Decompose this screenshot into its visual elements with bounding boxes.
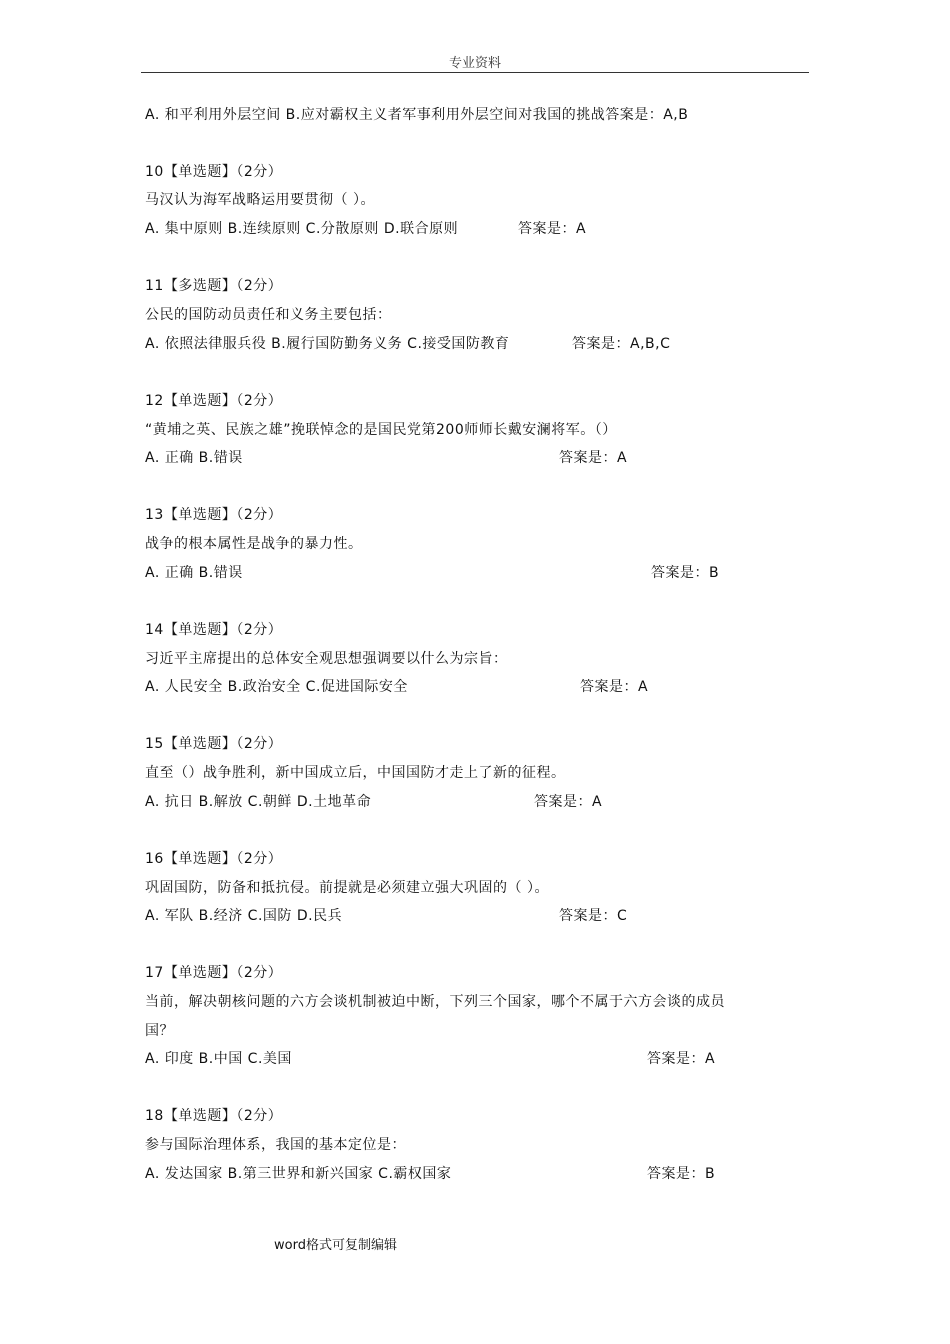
header-divider [141, 72, 809, 73]
q15-question: 直至（）战争胜利，新中国成立后，中国国防才走上了新的征程。 [145, 765, 566, 781]
q14-options: A. 人民安全 B.政治安全 C.促进国际安全 [145, 679, 408, 695]
q18-options: A. 发达国家 B.第三世界和新兴国家 C.霸权国家 [145, 1166, 452, 1182]
q11-question: 公民的国防动员责任和义务主要包括： [145, 307, 392, 323]
q15-options: A. 抗日 B.解放 C.朝鲜 D.土地革命 [145, 794, 372, 810]
page-footer: word格式可复制编辑 [274, 1238, 397, 1253]
q10-options: A. 集中原则 B.连续原则 C.分散原则 D.联合原则 [145, 221, 459, 237]
q18-head: 18【单选题】（2分） [145, 1108, 283, 1124]
q13-question: 战争的根本属性是战争的暴力性。 [145, 536, 363, 552]
q13-answer: 答案是：B [651, 565, 720, 581]
q9-options: A. 和平利用外层空间 B.应对霸权主义者军事利用外层空间对我国的挑战答案是：A,B [145, 107, 689, 123]
q10-answer: 答案是：A [518, 221, 587, 237]
q18-question: 参与国际治理体系，我国的基本定位是： [145, 1137, 406, 1153]
q14-question: 习近平主席提出的总体安全观思想强调要以什么为宗旨： [145, 651, 508, 667]
q11-head: 11【多选题】（2分） [145, 278, 283, 294]
q12-head: 12【单选题】（2分） [145, 393, 283, 409]
q10-question: 马汉认为海军战略运用要贯彻（ ）。 [145, 192, 375, 208]
q14-answer: 答案是：A [580, 679, 649, 695]
q12-options: A. 正确 B.错误 [145, 450, 243, 466]
q14-head: 14【单选题】（2分） [145, 622, 283, 638]
q17-options: A. 印度 B.中国 C.美国 [145, 1051, 292, 1067]
q18-answer: 答案是：B [647, 1166, 716, 1182]
q17-question: 当前，解决朝核问题的六方会谈机制被迫中断，下列三个国家，哪个不属于六方会谈的成员 [145, 994, 725, 1010]
q15-answer: 答案是：A [534, 794, 603, 810]
q17-head: 17【单选题】（2分） [145, 965, 283, 981]
q16-question: 巩固国防，防备和抵抗侵。前提就是必须建立强大巩固的（ ）。 [145, 880, 549, 896]
q16-head: 16【单选题】（2分） [145, 851, 283, 867]
q12-question: “黄埔之英、民族之雄”挽联悼念的是国民党第200师师长戴安澜将军。（） [145, 422, 617, 438]
q17-answer: 答案是：A [647, 1051, 716, 1067]
q11-options: A. 依照法律服兵役 B.履行国防勤务义务 C.接受国防教育 [145, 336, 510, 352]
q16-options: A. 军队 B.经济 C.国防 D.民兵 [145, 908, 343, 924]
q13-options: A. 正确 B.错误 [145, 565, 243, 581]
q10-head: 10【单选题】（2分） [145, 164, 283, 180]
q16-answer: 答案是：C [559, 908, 628, 924]
q15-head: 15【单选题】（2分） [145, 736, 283, 752]
q11-answer: 答案是：A,B,C [572, 336, 671, 352]
q12-answer: 答案是：A [559, 450, 628, 466]
q17-question-cont: 国？ [145, 1023, 174, 1039]
q13-head: 13【单选题】（2分） [145, 507, 283, 523]
page-header: 专业资料 [448, 56, 501, 71]
